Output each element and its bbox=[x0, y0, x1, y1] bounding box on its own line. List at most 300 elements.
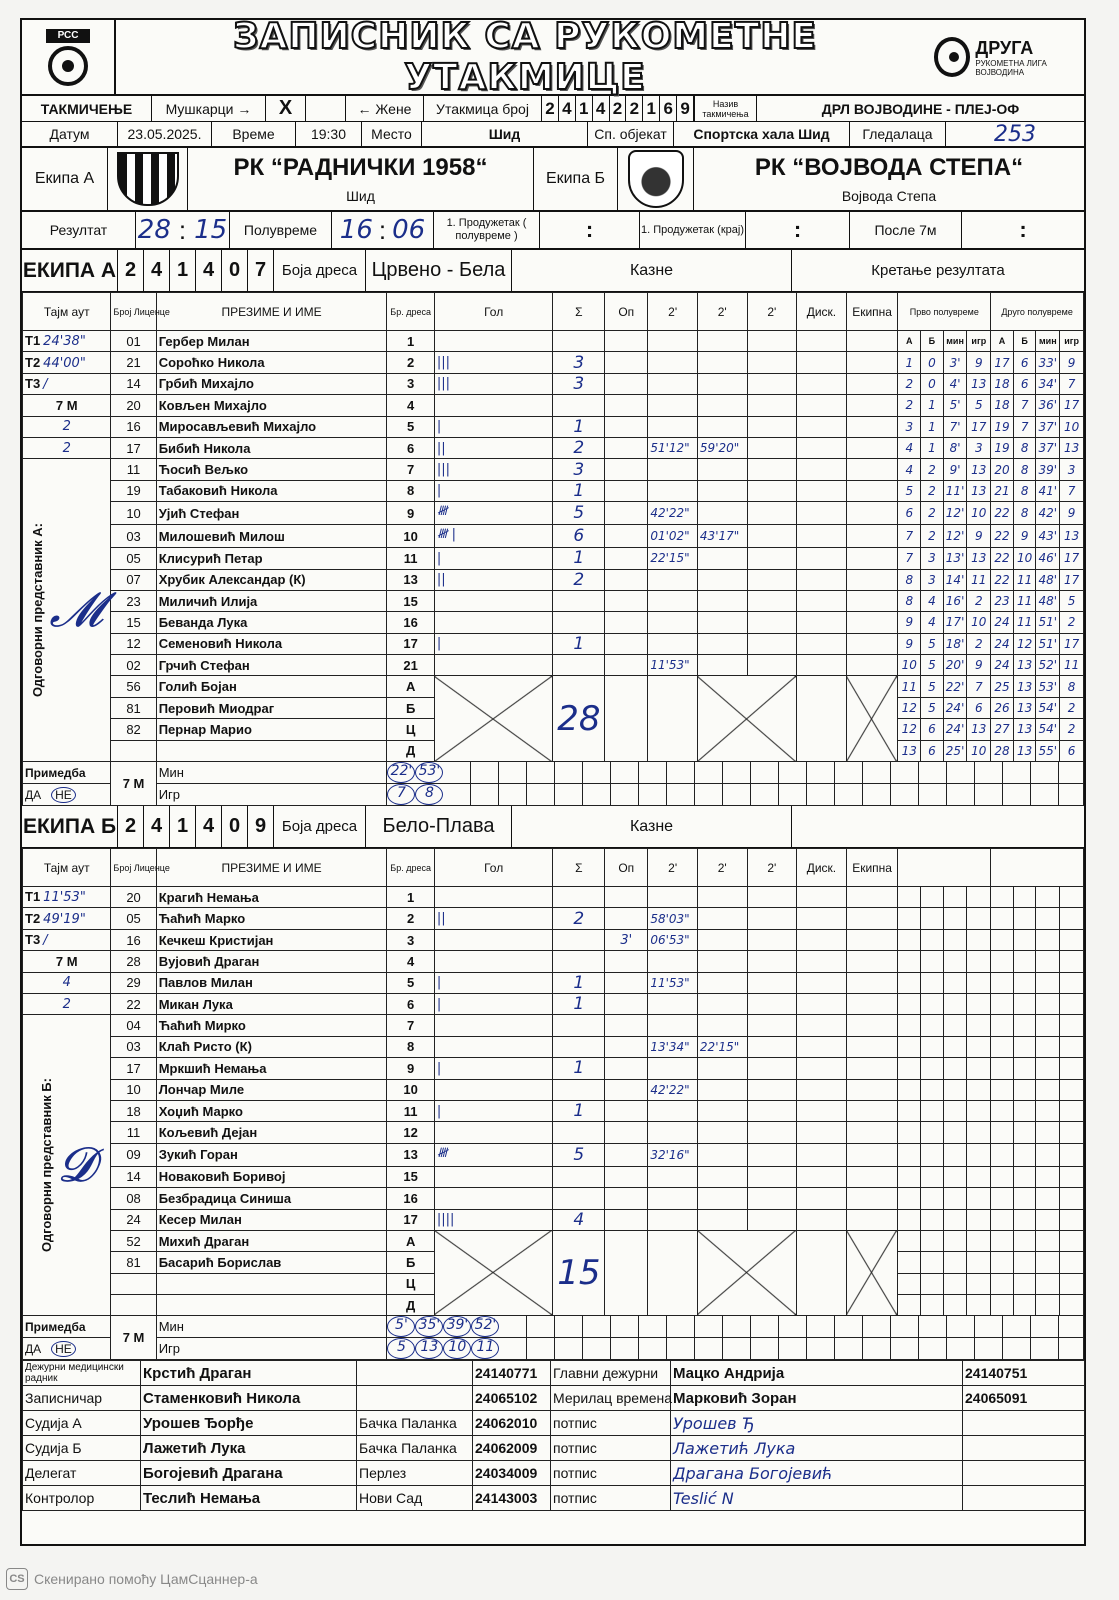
two-min-cell bbox=[697, 569, 747, 590]
team-a-name: РК “РАДНИЧКИ 1958“ bbox=[233, 154, 488, 181]
col-header-2min: 2' bbox=[697, 293, 747, 331]
col-header-warn: Оп bbox=[605, 293, 648, 331]
two-min-cell: 51'12" bbox=[648, 437, 698, 458]
team-pen-cell bbox=[846, 951, 898, 972]
seven-m-cell bbox=[443, 784, 471, 805]
jersey-cell: 13 bbox=[387, 1143, 434, 1166]
progress-first-cell: 3 bbox=[921, 569, 944, 590]
empty-progress-cell bbox=[921, 993, 944, 1014]
empty-progress-cell bbox=[1036, 908, 1060, 929]
official-signature: Лажетић Лука bbox=[671, 1436, 963, 1461]
seven-m-cell: 13 bbox=[415, 1338, 443, 1359]
seven-m-cell: 52' bbox=[471, 1316, 499, 1337]
jersey-cell: 9 bbox=[387, 502, 434, 525]
rss-logo bbox=[22, 19, 116, 95]
timeout-cell bbox=[23, 929, 111, 950]
progress-first-cell: 8 bbox=[898, 569, 921, 590]
licence-cell: 04 bbox=[111, 1015, 156, 1036]
progress-first-cell: 5 bbox=[921, 697, 944, 718]
disq-cell bbox=[797, 480, 847, 501]
table-row bbox=[23, 1036, 1084, 1057]
official-role-2: Мерилац времена bbox=[551, 1386, 671, 1411]
empty-progress-cell bbox=[1060, 929, 1084, 950]
seven-m-label: 7 М bbox=[23, 951, 111, 972]
jersey-cell: 1 bbox=[387, 887, 434, 908]
team_b-kit: Бело-Плава bbox=[366, 806, 512, 847]
empty-progress-cell bbox=[1013, 1058, 1036, 1079]
seven-m-cell bbox=[555, 784, 583, 805]
seven-m-cell bbox=[807, 784, 835, 805]
jersey-cell: 4 bbox=[387, 395, 434, 416]
two-min-cell bbox=[697, 1143, 747, 1166]
two-min-cell: 22'15" bbox=[697, 1036, 747, 1057]
seven-m-cell bbox=[1031, 1338, 1059, 1359]
player-name: Кечкеш Кристијан bbox=[156, 929, 387, 950]
seven-m-cell bbox=[667, 1338, 695, 1359]
seven-m-cell bbox=[1031, 762, 1059, 783]
empty-progress-cell bbox=[898, 1015, 921, 1036]
team-pen-cell bbox=[846, 352, 898, 373]
player-name: Миличић Илија bbox=[156, 590, 387, 611]
warning-cell bbox=[605, 480, 648, 501]
seven-m-values bbox=[387, 1316, 1084, 1338]
two-min-cell bbox=[747, 331, 797, 352]
empty-progress-cell bbox=[967, 993, 991, 1014]
jersey-cell: 11 bbox=[387, 548, 434, 569]
licence-cell: 20 bbox=[111, 395, 156, 416]
goal-tally: | bbox=[434, 972, 553, 993]
seven-m-cell bbox=[555, 1316, 583, 1337]
table-row bbox=[23, 1058, 1084, 1079]
time-value: 19:30 bbox=[296, 122, 362, 146]
team-b-label: Екипа Б bbox=[534, 148, 618, 210]
warning-cell bbox=[605, 502, 648, 525]
progress-first-cell: 6 bbox=[898, 502, 921, 525]
match-number-digit: 2 bbox=[626, 96, 643, 121]
progress-first-cell: 9 bbox=[967, 525, 991, 548]
progress-first-cell: 1 bbox=[921, 416, 944, 437]
empty-progress-cell bbox=[898, 951, 921, 972]
goal-tally bbox=[434, 1166, 553, 1187]
progress-second-cell: 52' bbox=[1036, 655, 1060, 676]
empty-progress-cell bbox=[991, 951, 1014, 972]
empty-progress-cell bbox=[943, 1036, 967, 1057]
goal-sum bbox=[553, 655, 605, 676]
table-header-row bbox=[23, 293, 1084, 331]
player-name: Ујић Стефан bbox=[156, 502, 387, 525]
official-city bbox=[357, 1361, 473, 1386]
seven-m-cell bbox=[751, 762, 779, 783]
seven-m-cell bbox=[975, 784, 1003, 805]
remark-options bbox=[23, 1338, 111, 1360]
empty-progress-cell bbox=[943, 887, 967, 908]
warning-cell bbox=[605, 331, 648, 352]
progress-first-cell: 2 bbox=[967, 590, 991, 611]
seven-m-cell bbox=[807, 1316, 835, 1337]
empty-progress-cell bbox=[967, 908, 991, 929]
result-home: 28 bbox=[137, 215, 171, 245]
goal-tally: || bbox=[434, 437, 553, 458]
team-pen-cell bbox=[846, 1058, 898, 1079]
jersey-cell: 2 bbox=[387, 908, 434, 929]
progress-first-cell: 8' bbox=[943, 437, 967, 458]
two-min-cell bbox=[747, 951, 797, 972]
seven-m-cell bbox=[499, 1316, 527, 1337]
goal-sum bbox=[553, 1079, 605, 1100]
empty-progress-cell bbox=[1036, 887, 1060, 908]
empty-progress-cell bbox=[1036, 929, 1060, 950]
warning-cell bbox=[605, 1143, 648, 1166]
empty-progress-cell bbox=[943, 1295, 967, 1316]
empty-progress-cell bbox=[898, 1166, 921, 1187]
team-pen-cell bbox=[846, 373, 898, 394]
empty-progress-cell bbox=[921, 1166, 944, 1187]
empty-progress-cell bbox=[967, 1209, 991, 1230]
official-role-2: потпис bbox=[551, 1436, 671, 1461]
two-min-cell bbox=[648, 633, 698, 654]
player-name: Семеновић Никола bbox=[156, 633, 387, 654]
seven-m-cell bbox=[583, 1316, 611, 1337]
two-min-cell bbox=[697, 1015, 747, 1036]
seven-m-cell bbox=[1031, 1316, 1059, 1337]
empty-progress-cell bbox=[991, 1100, 1014, 1121]
goal-sum bbox=[553, 331, 605, 352]
progress-second-cell: 9 bbox=[1013, 525, 1036, 548]
progress-second-cell: 17 bbox=[1060, 548, 1084, 569]
player-name: Грчић Стефан bbox=[156, 655, 387, 676]
competition-row bbox=[22, 96, 1084, 122]
seven-m-cell bbox=[723, 1316, 751, 1337]
progress-first-cell: 4 bbox=[921, 612, 944, 633]
team-a-label: Екипа А bbox=[22, 148, 108, 210]
jersey-cell: А bbox=[387, 1230, 434, 1251]
warning-cell bbox=[605, 908, 648, 929]
seven-m-cell: 11 bbox=[471, 1338, 499, 1359]
licence-cell: 28 bbox=[111, 951, 156, 972]
seven-m-cell bbox=[1031, 784, 1059, 805]
empty-progress-cell bbox=[921, 929, 944, 950]
empty-progress-cell bbox=[1036, 1273, 1060, 1294]
empty-progress-cell bbox=[1036, 1122, 1060, 1143]
licence-cell bbox=[111, 740, 156, 761]
jersey-cell: 11 bbox=[387, 1100, 434, 1121]
result-away: 15 bbox=[194, 215, 228, 245]
team-pen-cell bbox=[846, 1209, 898, 1230]
team-pen-cell bbox=[846, 887, 898, 908]
progress-first-cell: 10 bbox=[898, 655, 921, 676]
progress-first-cell: 12' bbox=[943, 502, 967, 525]
empty-progress-cell bbox=[967, 1295, 991, 1316]
seven-m-cell bbox=[611, 1338, 639, 1359]
team-pen-crossed-cell bbox=[846, 676, 898, 762]
two-min-cell bbox=[747, 633, 797, 654]
empty-progress-cell bbox=[1060, 1143, 1084, 1166]
two-min-cell bbox=[747, 993, 797, 1014]
progress-first-cell: 9 bbox=[898, 633, 921, 654]
title-row bbox=[22, 16, 1084, 98]
licence-cell: 10 bbox=[111, 502, 156, 525]
progress-first-cell: 5 bbox=[898, 480, 921, 501]
empty-progress-cell bbox=[943, 1209, 967, 1230]
licence-cell: 17 bbox=[111, 437, 156, 458]
disq-cell bbox=[797, 972, 847, 993]
two-min-cell bbox=[747, 1122, 797, 1143]
official-licence: 24062010 bbox=[473, 1411, 551, 1436]
col-header-team: Екипна bbox=[846, 293, 898, 331]
progress-first-cell: 12 bbox=[898, 719, 921, 740]
empty-progress-cell bbox=[898, 1230, 921, 1251]
seven-m-cell bbox=[583, 1338, 611, 1359]
seven-m-cell bbox=[863, 784, 891, 805]
licence-cell: 52 bbox=[111, 1230, 156, 1251]
match-no-label: Утакмица број bbox=[424, 96, 542, 121]
official-signature: Драгана Богојевић bbox=[671, 1461, 963, 1486]
empty-progress-cell bbox=[943, 1143, 967, 1166]
col-header-2min: 2' bbox=[697, 849, 747, 887]
goal-tally: 𝍸 bbox=[434, 1143, 553, 1166]
licence-cell: 05 bbox=[111, 548, 156, 569]
empty-progress-cell bbox=[1060, 887, 1084, 908]
seven-m-cell bbox=[611, 762, 639, 783]
scanner-text: Скенирано помоћу ЦамСцаннер-а bbox=[34, 1571, 258, 1587]
progress-second-cell: 11 bbox=[1060, 655, 1084, 676]
player-name: Зукић Горан bbox=[156, 1143, 387, 1166]
progress-second-cell: 22 bbox=[991, 569, 1014, 590]
seven-m-cell bbox=[779, 784, 807, 805]
goal-sum: 2 bbox=[553, 569, 605, 590]
empty-progress-cell bbox=[1036, 1036, 1060, 1057]
empty-progress-cell bbox=[967, 1166, 991, 1187]
progress-subheader: Б bbox=[921, 331, 944, 352]
two-min-cell: 22'15" bbox=[648, 548, 698, 569]
warning-cell bbox=[605, 887, 648, 908]
progress-first-cell: 2 bbox=[967, 633, 991, 654]
table-row bbox=[23, 1188, 1084, 1209]
progress-second-cell: 54' bbox=[1036, 719, 1060, 740]
two-min-cell bbox=[697, 1122, 747, 1143]
empty-progress-cell bbox=[1060, 1188, 1084, 1209]
player-name: Клаћ Ристо (К) bbox=[156, 1036, 387, 1057]
seven-m-cell bbox=[807, 1338, 835, 1359]
disq-cell bbox=[797, 951, 847, 972]
progress-second-cell: 7 bbox=[1060, 373, 1084, 394]
goal-tally: ||| bbox=[434, 373, 553, 394]
official-name-2: Мацко Андрија bbox=[671, 1361, 963, 1386]
goal-sum bbox=[553, 887, 605, 908]
empty-progress-cell bbox=[991, 1188, 1014, 1209]
empty-progress-cell bbox=[898, 1252, 921, 1273]
half-home: 16 bbox=[339, 215, 373, 245]
two-min-cell bbox=[747, 437, 797, 458]
two-min-cell bbox=[697, 1166, 747, 1187]
two-min-cell: 11'53" bbox=[648, 655, 698, 676]
seven-m-row bbox=[23, 1338, 1084, 1360]
remark-yes[interactable]: ДА bbox=[25, 787, 42, 802]
goal-sum: 1 bbox=[553, 1058, 605, 1079]
two-min-cell bbox=[648, 676, 698, 762]
progress-second-cell: 37' bbox=[1036, 416, 1060, 437]
seven-m-cell bbox=[751, 1316, 779, 1337]
progress-second-cell: 13 bbox=[1013, 676, 1036, 697]
team_a-code-digit: 0 bbox=[222, 250, 248, 291]
ot1-half-label: 1. Продужетак ( полувреме ) bbox=[434, 212, 540, 248]
empty-progress-cell bbox=[921, 1143, 944, 1166]
date-row bbox=[22, 122, 1084, 148]
col-header-disq: Диск. bbox=[797, 293, 847, 331]
disq-cell bbox=[797, 1079, 847, 1100]
progress-first-cell: 13 bbox=[967, 480, 991, 501]
player-name: Микан Лука bbox=[156, 993, 387, 1014]
table-row bbox=[23, 655, 1084, 676]
disq-cell bbox=[797, 459, 847, 480]
seven-m-cell bbox=[863, 762, 891, 783]
progress-second-cell: 20 bbox=[991, 459, 1014, 480]
jersey-cell: 5 bbox=[387, 972, 434, 993]
seven-m-cell bbox=[779, 1316, 807, 1337]
remark-yes[interactable]: ДА bbox=[25, 1341, 42, 1356]
seven-m-cell bbox=[611, 1316, 639, 1337]
warning-cell bbox=[605, 373, 648, 394]
disq-cell bbox=[797, 1230, 847, 1316]
empty-progress-cell bbox=[991, 1209, 1014, 1230]
progress-second-cell: 22 bbox=[991, 502, 1014, 525]
team-b-block bbox=[694, 148, 1084, 210]
two-min-cell bbox=[648, 612, 698, 633]
jersey-cell: 7 bbox=[387, 1015, 434, 1036]
timeout-label: Т1 bbox=[25, 889, 41, 905]
licence-cell: 81 bbox=[111, 1252, 156, 1273]
goal-sum bbox=[553, 1166, 605, 1187]
seven-m-label: 7 М bbox=[23, 395, 111, 416]
empty-progress-cell bbox=[967, 972, 991, 993]
empty-progress-cell bbox=[1036, 1295, 1060, 1316]
table-row bbox=[23, 525, 1084, 548]
match-number-digit: 4 bbox=[559, 96, 576, 121]
player-name: Павлов Милан bbox=[156, 972, 387, 993]
seven-m-cell bbox=[443, 762, 471, 783]
penalty-crossed-cell bbox=[697, 676, 796, 762]
licence-cell: 21 bbox=[111, 352, 156, 373]
empty-progress-cell bbox=[1060, 1036, 1084, 1057]
disq-cell bbox=[797, 569, 847, 590]
warning-cell bbox=[605, 590, 648, 611]
progress-first-cell: 9 bbox=[967, 655, 991, 676]
licence-cell: 15 bbox=[111, 612, 156, 633]
seven-m-cell bbox=[555, 1338, 583, 1359]
goal-sum: 4 bbox=[553, 1209, 605, 1230]
warning-cell bbox=[605, 972, 648, 993]
empty-progress-cell bbox=[921, 908, 944, 929]
seven-m-cell bbox=[751, 784, 779, 805]
team-a-city: Шид bbox=[346, 188, 375, 204]
progress-second-cell: 19 bbox=[991, 437, 1014, 458]
empty-progress-cell bbox=[1013, 1252, 1036, 1273]
team-a-block bbox=[188, 148, 534, 210]
team_a-code-digit: 1 bbox=[170, 250, 196, 291]
jersey-cell: Ц bbox=[387, 719, 434, 740]
venue-label: Сп. објекат bbox=[588, 122, 674, 146]
progress-second-cell: 51' bbox=[1036, 612, 1060, 633]
druga-logo bbox=[934, 37, 1084, 77]
teams-row bbox=[22, 148, 1084, 212]
goal-sum: 1 bbox=[553, 972, 605, 993]
two-min-cell bbox=[747, 1188, 797, 1209]
official-row bbox=[23, 1361, 1085, 1386]
goal-sum: 3 bbox=[553, 459, 605, 480]
player-name: Крагић Немања bbox=[156, 887, 387, 908]
two-min-cell bbox=[648, 1015, 698, 1036]
licence-cell: 14 bbox=[111, 1166, 156, 1187]
empty-progress-cell bbox=[1036, 1230, 1060, 1251]
table-row bbox=[23, 633, 1084, 654]
seven-m-cell bbox=[919, 784, 947, 805]
goal-sum: 1 bbox=[553, 548, 605, 569]
disq-cell bbox=[797, 502, 847, 525]
warning-cell bbox=[605, 1209, 648, 1230]
team_a-code-digit: 7 bbox=[248, 250, 274, 291]
match-sheet bbox=[20, 18, 1086, 1546]
progress-second-cell: 7 bbox=[1013, 395, 1036, 416]
two-min-cell bbox=[697, 908, 747, 929]
disq-cell bbox=[797, 1036, 847, 1057]
empty-progress-cell bbox=[921, 1058, 944, 1079]
timeout-cell bbox=[23, 887, 111, 908]
progress-first-cell: 2 bbox=[921, 502, 944, 525]
two-min-cell bbox=[747, 548, 797, 569]
progress-second-cell: 53' bbox=[1036, 676, 1060, 697]
result-row bbox=[22, 212, 1084, 250]
player-name: Голић Бојан bbox=[156, 676, 387, 697]
team_a-kit: Црвено - Бела bbox=[366, 250, 512, 291]
disq-cell bbox=[797, 993, 847, 1014]
official-licence: 24065102 bbox=[473, 1386, 551, 1411]
seven-m-cell: 8 bbox=[415, 784, 443, 805]
team-pen-cell bbox=[846, 569, 898, 590]
goal-tally bbox=[434, 929, 553, 950]
warning-cell bbox=[605, 1058, 648, 1079]
timeout-cell bbox=[23, 352, 111, 373]
warning-cell: 3' bbox=[605, 929, 648, 950]
progress-second-cell: 2 bbox=[1060, 612, 1084, 633]
col-header-licence: Број Лиценце bbox=[111, 849, 156, 887]
empty-progress-cell bbox=[943, 1100, 967, 1121]
empty-progress-cell bbox=[991, 993, 1014, 1014]
team-b-section bbox=[22, 806, 1084, 1360]
remark-no-circled[interactable]: НЕ bbox=[51, 787, 76, 803]
player-name: Ћаћић Мирко bbox=[156, 1015, 387, 1036]
empty-progress-cell bbox=[1013, 1209, 1036, 1230]
goal-tally: ||| bbox=[434, 352, 553, 373]
remark-no-circled[interactable]: НЕ bbox=[51, 1341, 76, 1357]
disq-cell bbox=[797, 887, 847, 908]
seven-m-cell bbox=[1003, 1316, 1031, 1337]
seven-m-cell bbox=[639, 784, 667, 805]
official-role: Делегат bbox=[23, 1461, 141, 1486]
progress-second-cell: 51' bbox=[1036, 633, 1060, 654]
goal-sum bbox=[553, 951, 605, 972]
two-min-cell bbox=[697, 1209, 747, 1230]
team-pen-cell bbox=[846, 395, 898, 416]
empty-progress-cell bbox=[898, 887, 921, 908]
first-half-header: Прво полувреме bbox=[898, 293, 991, 331]
empty-progress-cell bbox=[898, 1036, 921, 1057]
player-name: Басарић Борислав bbox=[156, 1252, 387, 1273]
empty-progress-cell bbox=[898, 1188, 921, 1209]
second-half-header bbox=[991, 849, 1084, 887]
progress-first-cell: 2 bbox=[921, 480, 944, 501]
empty-progress-cell bbox=[898, 1143, 921, 1166]
result-colon: : bbox=[178, 214, 187, 245]
